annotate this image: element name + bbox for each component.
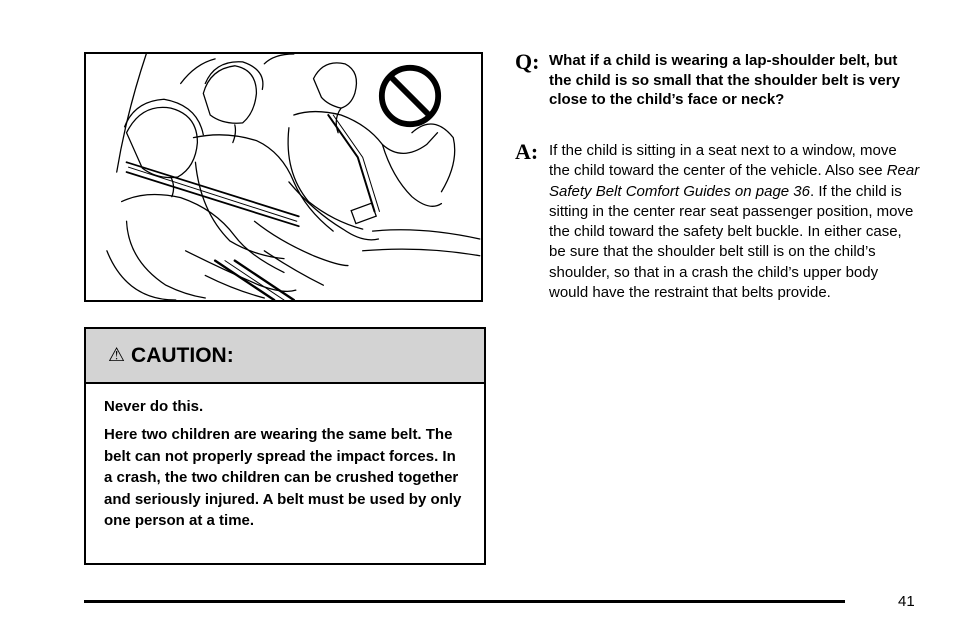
warning-triangle-icon: ⚠ xyxy=(108,345,126,366)
caution-body xyxy=(86,384,484,531)
question-block xyxy=(515,51,920,110)
two-children-one-belt-illustration xyxy=(84,52,483,302)
no-symbol-icon xyxy=(376,62,444,130)
caution-header xyxy=(86,329,484,384)
answer-text-part: If the child is sitting in a seat next to a window, move the child toward the center of the vehicle. Also see xyxy=(549,142,897,180)
question-text: What if a child is wearing a lap-shoulder belt, but the child is so small that the shoulder belt is very close to the child’s face or neck? xyxy=(549,52,900,108)
cross-reference-link[interactable]: Rear Safety Belt Comfort Guides on page 36 xyxy=(549,162,920,200)
caution-box xyxy=(84,327,486,565)
answer-text-part: . If the child is sitting in the center rear seat passenger position, move the child toward the safety belt buckle. In either case, be sure that the shoulder belt still is on the child’s shoulder, so that in a crash the child’s upper body would have the restraint that belts provide. xyxy=(549,182,914,302)
answer-block xyxy=(515,141,920,303)
question-marker: Q: xyxy=(515,49,540,74)
answer-marker: A: xyxy=(515,139,539,164)
page-number: 41 xyxy=(898,593,915,610)
answer-text xyxy=(549,141,920,303)
footer-rule xyxy=(84,600,845,603)
caution-paragraph: Here two children are wearing the same belt. The belt can not properly spread the impact forces. In a crash, the two children can be crushed together and seriously injured. A belt must be used by only one person at a time. xyxy=(104,426,462,530)
caution-paragraph: Never do this. xyxy=(104,398,204,415)
caution-heading: CAUTION: xyxy=(131,343,234,367)
